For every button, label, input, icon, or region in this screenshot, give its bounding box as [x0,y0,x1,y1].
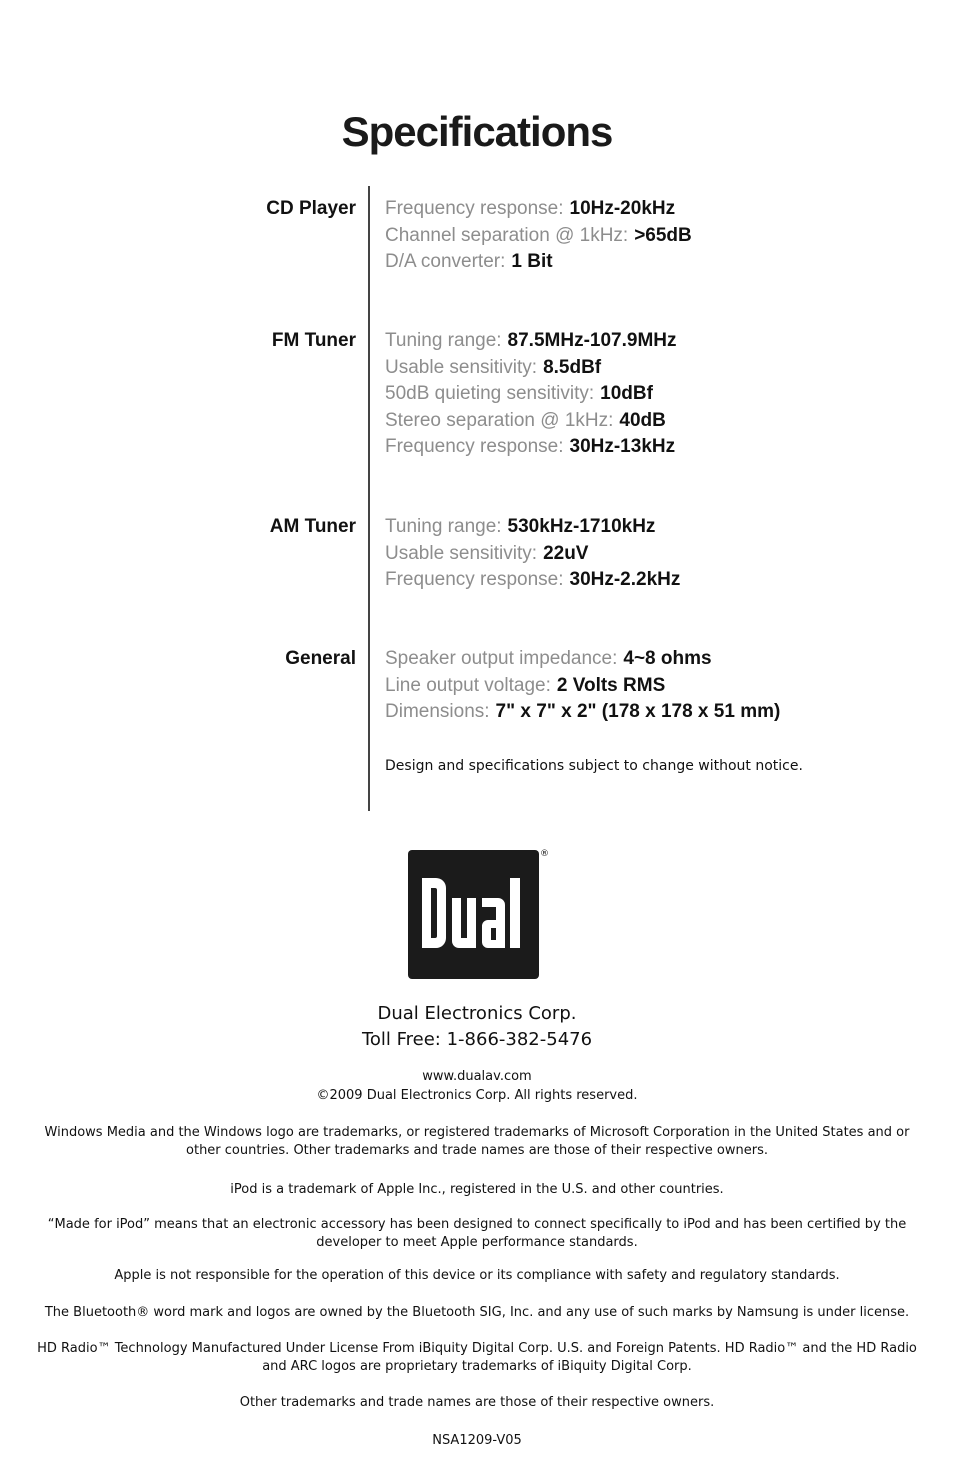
spec-row [385,328,677,355]
spec-value: 7" x 7" x 2" (178 x 178 x 51 mm) [495,701,781,722]
spec-row [385,567,680,594]
spec-separator: : [496,330,502,351]
website: www.dualav.com [422,1069,532,1084]
spec-label: Frequency response [385,198,559,219]
spec-row [385,355,677,382]
vertical-divider [368,186,370,811]
spec-separator: : [531,542,538,564]
spec-value: 30Hz-13kHz [569,436,676,457]
spec-row [385,514,680,541]
hd-radio-notice: HD Radio™ Technology Manufactured Under License From iBiquity Digital Corp. U.S. and Foreign Patents. HD Radio™ and the HD Radio and ARC logos are proprietary trademarks of iBiquity Digital Corp. [37,1341,917,1374]
spec-value: 22uV [543,542,589,564]
dual-logo [408,850,539,979]
spec-value: 530kHz-1710kHz [507,516,656,537]
document-code: NSA1209-V05 [432,1433,522,1448]
spec-row [385,646,780,673]
spec-separator: : [500,251,506,272]
spec-row [385,249,692,276]
spec-separator: : [558,436,564,457]
spec-row [385,673,780,700]
page-title: Specifications [341,108,613,155]
copyright: ©2009 Dual Electronics Corp. All rights reserved. [316,1088,638,1103]
dual-logo-mark [408,850,539,979]
spec-label: Usable sensitivity [385,542,532,564]
spec-label: Dimensions [385,701,485,722]
spec-value: >65dB [634,224,692,246]
spec-value: 1 Bit [511,251,553,272]
spec-separator: : [558,198,564,219]
spec-label: Line output voltage [385,674,546,696]
spec-value: 8.5dBf [543,356,602,378]
spec-row [385,381,677,408]
spec-label: 50dB quieting sensitivity [385,383,589,404]
spec-separator: : [558,569,564,590]
spec-label: D/A converter [385,251,501,272]
spec-list-general [385,646,780,726]
section-label-cd-player: CD Player [266,198,356,219]
spec-separator: : [612,648,618,669]
spec-row [385,196,692,223]
spec-separator: : [545,674,551,696]
spec-list-am-tuner [385,514,680,594]
section-label-am-tuner: AM Tuner [269,516,356,537]
windows-trademark-notice: Windows Media and the Windows logo are trademarks, or registered trademarks of Microsoft Corporation in the United States and or other countries. Other trademarks and trade names are those of their respective owners. [44,1125,910,1158]
spec-label: Channel separation @ 1kHz [385,224,623,246]
spec-change-notice: Design and specifications subject to change without notice. [385,758,803,774]
section-label-fm-tuner: FM Tuner [271,330,356,351]
spec-value: 10Hz-20kHz [569,198,676,219]
section-label-general: General [285,648,356,669]
made-for-ipod-notice: “Made for iPod” means that an electronic accessory has been designed to connect specifically to iPod and has been certified by the developer to meet Apple performance standards. [47,1217,907,1250]
spec-label: Speaker output impedance [385,648,613,669]
spec-value: 87.5MHz-107.9MHz [507,330,677,351]
other-trademarks-notice: Other trademarks and trade names are those of their respective owners. [239,1395,715,1410]
spec-row [385,434,677,461]
spec-value: 40dB [619,409,666,431]
spec-separator: : [531,356,538,378]
spec-label: Usable sensitivity [385,356,532,378]
apple-disclaimer: Apple is not responsible for the operation of this device or its compliance with safety and regulatory standards. [114,1268,840,1283]
bluetooth-notice: The Bluetooth® word mark and logos are owned by the Bluetooth SIG, Inc. and any use of such marks by Namsung is under license. [44,1305,910,1320]
spec-label: Tuning range [385,516,497,537]
spec-value: 2 Volts RMS [556,674,666,696]
spec-value: 10dBf [600,383,653,404]
company-name: Dual Electronics Corp. [377,1003,577,1024]
ipod-trademark-notice: iPod is a trademark of Apple Inc., registered in the U.S. and other countries. [230,1182,724,1197]
spec-value: 4~8 ohms [623,648,712,669]
registered-mark: ® [540,849,549,859]
spec-row [385,223,692,250]
spec-label: Stereo separation @ 1kHz [385,409,609,431]
spec-label: Tuning range [385,330,497,351]
spec-separator: : [622,224,629,246]
spec-separator: : [588,383,595,404]
spec-value: 30Hz-2.2kHz [569,569,681,590]
spec-label: Frequency response [385,569,559,590]
spec-separator: : [496,516,502,537]
spec-row [385,541,680,568]
spec-row [385,699,780,726]
toll-free-phone: Toll Free: 1-866-382-5476 [361,1029,593,1050]
spec-row [385,408,677,435]
spec-separator: : [608,409,614,431]
spec-label: Frequency response [385,436,559,457]
spec-list-cd-player [385,196,692,276]
spec-list-fm-tuner [385,328,677,461]
spec-separator: : [484,701,490,722]
